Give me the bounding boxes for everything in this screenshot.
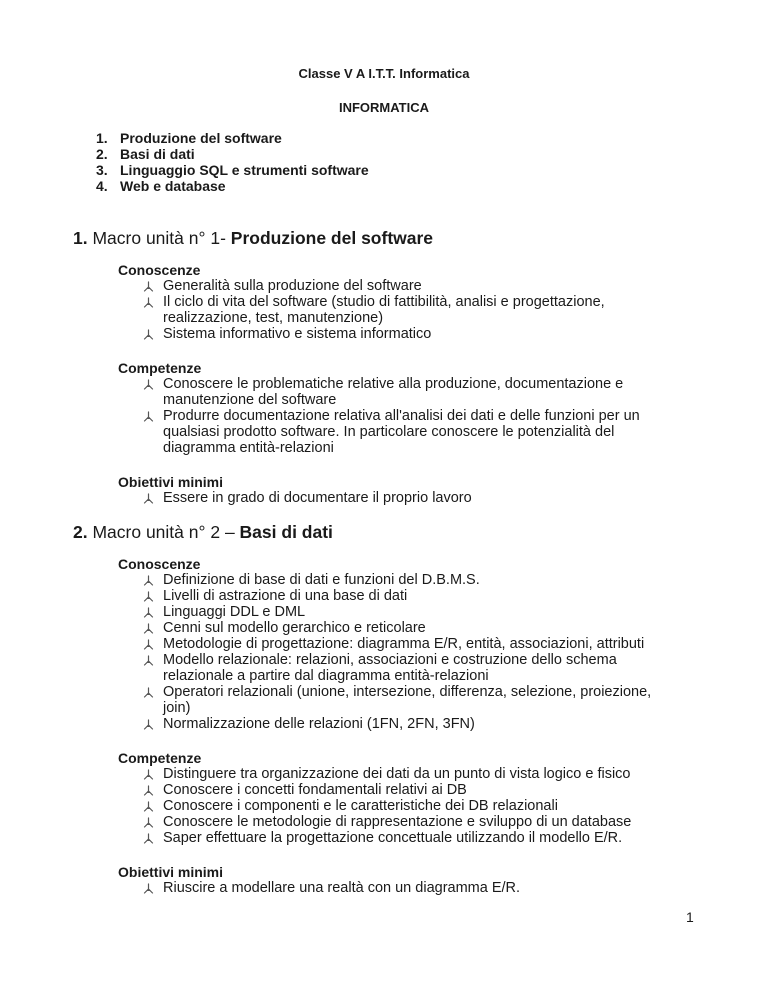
wedge-bullet-icon [143,411,154,422]
toc-item [96,178,369,194]
wedge-bullet-icon [143,719,154,730]
toc-item-label: Web e database [120,178,226,194]
toc-item-label: Linguaggio SQL e strumenti software [120,162,369,178]
list-item [118,278,678,294]
wedge-bullet-icon [143,591,154,602]
list-item [118,588,678,604]
list-item-text: Conoscere le metodologie di rappresentazione e sviluppo di un database [163,814,632,830]
list-item [118,490,678,506]
wedge-bullet-icon [143,801,154,812]
section-prefix: Macro unità n° 2 – [87,522,240,542]
list-item-text: Operatori relazionali (unione, intersezione, differenza, selezione, proiezione, join) [163,684,652,716]
wedge-bullet-icon [143,297,154,308]
block-label: Obiettivi minimi [118,474,224,490]
list-item-text: Riuscire a modellare una realtà con un diagramma E/R. [163,880,521,896]
toc-item-label: Basi di dati [120,146,195,162]
wedge-bullet-icon [143,379,154,390]
wedge-bullet-icon [143,329,154,340]
wedge-bullet-icon [143,493,154,504]
section-2-conoscenze [118,556,678,732]
bullet-list [118,766,678,846]
section-1-competenze [118,360,678,456]
list-item-text: Metodologie di progettazione: diagramma E/R, entità, associazioni, attributi [163,636,645,652]
wedge-bullet-icon [143,655,154,666]
document-class-title: Classe V A I.T.T. Informatica [298,66,470,81]
list-item [118,716,678,732]
page-number: 1 [686,909,694,925]
section-1-obiettivi-minimi [118,474,678,506]
document-subject-title: INFORMATICA [338,100,430,115]
list-item-text: Definizione di base di dati e funzioni del D.B.M.S. [163,572,480,588]
list-item-text: Saper effettuare la progettazione concettuale utilizzando il modello E/R. [163,830,623,846]
list-item [118,294,678,326]
list-item-text: Produrre documentazione relativa all'analisi dei dati e delle funzioni per un qualsiasi prodotto software. In particolare conoscere le potenzialità del diagramma entità-relazioni [163,408,640,456]
block-label: Conoscenze [118,556,201,572]
toc-item [96,162,369,178]
toc-item-number: 2. [96,146,108,162]
wedge-bullet-icon [143,833,154,844]
wedge-bullet-icon [143,687,154,698]
section-2-competenze [118,750,678,846]
list-item [118,604,678,620]
list-item [118,408,678,456]
list-item [118,326,678,342]
bullet-list [118,880,678,896]
list-item-text: Cenni sul modello gerarchico e reticolare [163,620,426,636]
wedge-bullet-icon [143,623,154,634]
list-item-text: Il ciclo di vita del software (studio di fattibilità, analisi e progettazione, realizzazione, test, manutenzione) [163,294,605,326]
list-item-text: Normalizzazione delle relazioni (1FN, 2FN, 3FN) [163,716,475,732]
list-item-text: Livelli di astrazione di una base di dati [163,588,408,604]
block-label: Obiettivi minimi [118,864,224,880]
wedge-bullet-icon [143,817,154,828]
list-item [118,830,678,846]
list-item [118,684,678,716]
toc-item-number: 1. [96,130,108,146]
list-item-text: Linguaggi DDL e DML [163,604,306,620]
wedge-bullet-icon [143,769,154,780]
section-1-conoscenze [118,262,678,342]
toc-item [96,130,369,146]
list-item [118,880,678,896]
list-item-text: Conoscere le problematiche relative alla produzione, documentazione e manutenzione del software [163,376,624,408]
bullet-list [118,572,678,732]
list-item-text: Essere in grado di documentare il proprio lavoro [163,490,472,506]
bullet-list [118,376,678,456]
toc-item-label: Produzione del software [120,130,282,146]
toc-item-number: 3. [96,162,108,178]
section-number: 1. [73,228,88,248]
list-item [118,798,678,814]
list-item-text: Conoscere i componenti e le caratteristiche dei DB relazionali [163,798,558,814]
toc-item [96,146,369,162]
wedge-bullet-icon [143,639,154,650]
wedge-bullet-icon [143,281,154,292]
list-item [118,620,678,636]
section-prefix: Macro unità n° 1- [87,228,231,248]
table-of-contents [96,130,369,194]
section-title: Basi di dati [239,522,333,542]
block-label: Competenze [118,750,202,766]
list-item-text: Conoscere i concetti fondamentali relativi ai DB [163,782,467,798]
list-item [118,814,678,830]
list-item [118,782,678,798]
list-item-text: Distinguere tra organizzazione dei dati da un punto di vista logico e fisico [163,766,631,782]
list-item [118,766,678,782]
section-heading-2 [73,522,333,542]
list-item-text: Modello relazionale: relazioni, associazioni e costruzione dello schema relazionale a partire dal diagramma entità-relazioni [163,652,617,684]
toc-item-number: 4. [96,178,108,194]
section-2-obiettivi-minimi [118,864,678,896]
wedge-bullet-icon [143,575,154,586]
list-item [118,572,678,588]
wedge-bullet-icon [143,883,154,894]
bullet-list [118,490,678,506]
list-item-text: Sistema informativo e sistema informatico [163,326,432,342]
block-label: Competenze [118,360,202,376]
section-number: 2. [73,522,88,542]
list-item [118,636,678,652]
list-item-text: Generalità sulla produzione del software [163,278,422,294]
bullet-list [118,278,678,342]
wedge-bullet-icon [143,785,154,796]
section-heading-1 [73,228,433,248]
list-item [118,652,678,684]
wedge-bullet-icon [143,607,154,618]
section-title: Produzione del software [230,228,434,248]
block-label: Conoscenze [118,262,201,278]
list-item [118,376,678,408]
